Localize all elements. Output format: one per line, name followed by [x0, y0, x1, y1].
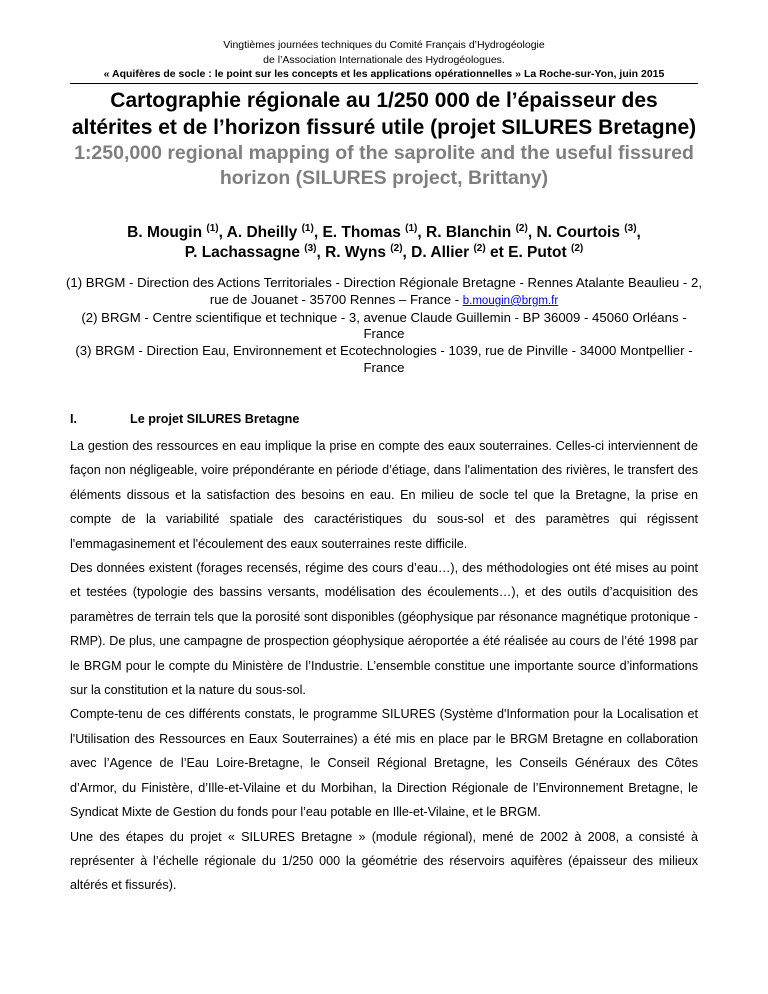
email-link[interactable]: b.mougin@brgm.fr [462, 294, 559, 307]
author-name: E. Thomas [322, 224, 401, 241]
body-text [70, 434, 698, 898]
affiliations [64, 275, 704, 377]
author-separator: , [417, 224, 427, 241]
author-separator: , [218, 224, 227, 241]
title-english: 1:250,000 regional mapping of the saprolite and the useful fissured horizon (SILURES project, Brittany) [74, 142, 694, 189]
author-affiliation-marker: (2) [473, 243, 486, 254]
author-name: R. Wyns [325, 244, 386, 261]
paragraph: Une des étapes du projet « SILURES Bretagne » (module régional), mené de 2002 à 2008, a consisté à représenter à l’échelle régionale du 1/250 000 la géométrie des réservoirs aquifères (épaisseur des milieux altérés et fissurés). [70, 829, 698, 893]
section-number: I. [70, 412, 77, 426]
paragraph: Des données existent (forages recensés, régime des cours d’eau…), des méthodologies ont été mises au point et testées (typologie des bassins versants, modélisation des écoulements…), et des outils d’acquisition des paramètres de terrain tels que la porosité sont disponibles (géophysique par résonance magnétique protonique - RMP). De plus, une campagne de prospection géophysique aéroportée a été réalisée au cours de l’été 1998 par le BRGM pour le compte du Ministère de l’Industrie. L’ensemble constitue une importante source d’informations sur la constitution et la nature du sous-sol. [70, 561, 698, 698]
author-affiliation-marker: (1) [301, 223, 314, 234]
author-affiliation-marker: (2) [515, 223, 528, 234]
author-separator: et [485, 244, 509, 261]
author-line-2 [70, 243, 698, 263]
paragraph: La gestion des ressources en eau implique la prise en compte des eaux souterraines. Celles-ci interviennent de façon non négligeable, voire prépondérante en période d’étiage, dans l'alimentation des rivières, le transfert des éléments dissous et la satisfaction des besoins en eau. En milieu de socle tel que la Bretagne, la prise en compte de la variabilité spatiale des caractéristiques du sous-sol et des paramètres qui régissent l'emmagasinement et l'écoulement des eaux souterraines reste difficile. [70, 439, 698, 551]
author-separator: , [527, 224, 537, 241]
author-name: N. Courtois [536, 224, 620, 241]
author-name: R. Blanchin [426, 224, 512, 241]
author-separator: , [402, 244, 412, 261]
author-name: E. Putot [508, 244, 567, 261]
title-french: Cartographie régionale au 1/250 000 de l’épaisseur des altérites et de l’horizon fissuré utile (projet SILURES Bretagne) [71, 89, 697, 139]
author-line-1 [70, 223, 698, 243]
author-list [70, 223, 698, 263]
affiliation-3: (3) BRGM - Direction Eau, Environnement et Ecotechnologies - 1039, rue de Pinville - 34000 Montpellier - France [75, 343, 693, 375]
author-affiliation-marker: (3) [304, 243, 317, 254]
affiliation-2: (2) BRGM - Centre scientifique et technique - 3, avenue Claude Guillemin - BP 36009 - 45060 Orléans - France [81, 309, 687, 342]
author-affiliation-marker: (2) [570, 243, 584, 254]
section-heading [70, 412, 299, 426]
affiliation-1-text: (1) BRGM - Direction des Actions Territoriales - Direction Régionale Bretagne - Rennes Atalante Beaulieu - 2, rue de Jouanet - 35700 Rennes – France - [66, 275, 702, 307]
section-title: Le projet SILURES Bretagne [130, 412, 300, 426]
author-name: A. Dheilly [226, 224, 298, 241]
author-affiliation-marker: (2) [390, 243, 403, 254]
author-name: B. Mougin [127, 224, 203, 241]
author-name: D. Allier [411, 244, 470, 261]
header-line-3: « Aquifères de socle : le point sur les concepts et les applications opérationnelles » La Roche-sur-Yon, juin 2015 [103, 68, 665, 80]
paragraph: Compte-tenu de ces différents constats, le programme SILURES (Système d'Information pour la Localisation et l'Utilisation des Ressources en Eaux Souterraines) a été mis en place par le BRGM Bretagne en collaboration avec l’Agence de l’Eau Loire-Bretagne, le Conseil Régional Bretagne, les Conseils Généraux des Côtes d’Armor, du Finistère, d’Ille-et-Vilaine et du Morbihan, la Direction Régionale de l’Environnement Bretagne, le Syndicat Mixte de Gestion du fonds pour l’eau potable en Ille-et-Vilaine, et le BRGM. [70, 707, 698, 820]
author-separator: , [316, 244, 326, 261]
header-divider [70, 83, 698, 84]
affiliation-1 [64, 275, 704, 310]
author-name: P. Lachassagne [184, 244, 300, 261]
author-affiliation-marker: (3) [624, 223, 637, 234]
author-affiliation-marker: (1) [405, 223, 418, 234]
author-separator: , [636, 224, 641, 241]
author-separator: , [313, 224, 323, 241]
header-line-1: Vingtièmes journées techniques du Comité Français d’Hydrogéologie [223, 39, 545, 51]
conference-header [0, 38, 768, 82]
author-affiliation-marker: (1) [206, 223, 219, 234]
header-line-2: de l’Association Internationale des Hydrogéologues. [263, 53, 505, 66]
